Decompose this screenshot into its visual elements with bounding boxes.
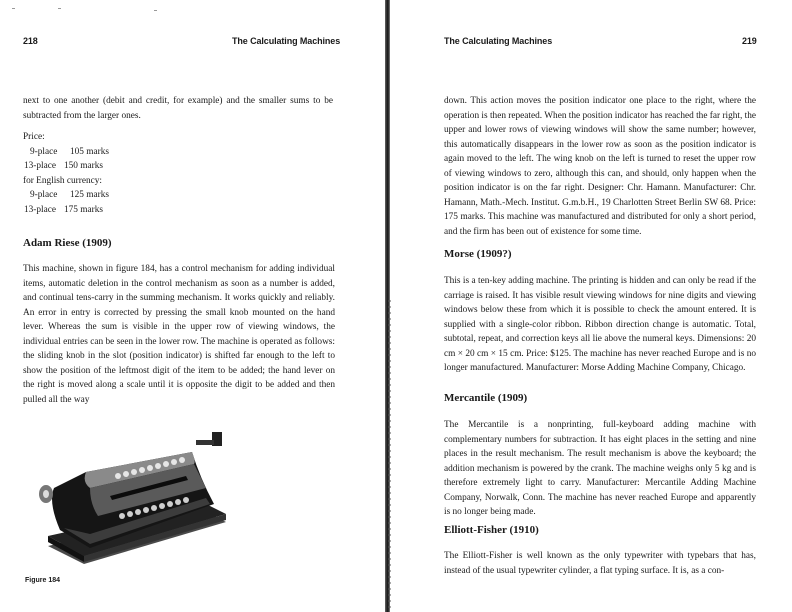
price-row-label: 13-place	[24, 204, 57, 215]
price-row-label: 9-place	[30, 146, 58, 157]
left-page	[0, 0, 388, 612]
price-row-label: 13-place	[24, 161, 57, 171]
left-intro-paragraph: next to one another (debit and credit, for example) and the smaller sums to be subtracted from the larger ones.	[23, 96, 333, 121]
figure-184-adding-machine	[26, 418, 236, 568]
section-title-morse: Morse (1909?)	[444, 248, 512, 260]
right-page-number: 219	[742, 36, 757, 46]
adam-riese-paragraph: This machine, shown in figure 184, has a control mechanism for adding individual items, automatic deletion in the control mechanism as soon as a number is added, and continual tens-carry in the summing mechanism. It works quickly and reliably. An error in entry is corrected by pressing the small knob mounted on the hand lever. Whereas the sum is visible in the upper row of viewing windows, the individual entries can be seen in the lower row. The machine is operated as follows: the sliding knob in the slot (position indicator) is shifted far enough to the left to show the position of the leftmost digit of the item to be added; the hand lever on the right is moved along a scale until it is opposite the digit to be added and then pulled all the way	[23, 264, 335, 405]
right-running-head: The Calculating Machines	[444, 36, 553, 46]
section-title-mercantile: Mercantile (1909)	[444, 392, 528, 404]
figure-caption: Figure 184	[25, 577, 61, 584]
price-row-label: 9-place	[30, 190, 58, 200]
price-row	[24, 203, 109, 218]
left-running-head: The Calculating Machines	[232, 36, 341, 46]
english-currency-label: for English currency:	[23, 175, 102, 186]
price-row-value: 125 marks	[70, 190, 109, 200]
price-row	[24, 159, 109, 174]
section-title-adam-riese: Adam Riese (1909)	[23, 237, 112, 249]
left-page-number: 218	[23, 36, 38, 46]
price-label: Price:	[23, 132, 45, 142]
mercantile-paragraph: The Mercantile is a nonprinting, full-keyboard adding machine with complementary numbers for subtraction. It has eight places in the setting and nine places in the result mechanism. The result mechanism is above the keyboard; the addition mechanism is powered by the crank. The machine weighs only 5 kg and is therefore extremely light to carry. Manufacturer: Mercantile Adding Machine Company, Norwalk, Conn. The machine has never reached Europe and apparently is no longer being made.	[444, 420, 756, 517]
price-row-value: 150 marks	[64, 161, 103, 171]
elliott-fisher-paragraph: The Elliott-Fisher is well known as the only typewriter with typebars that has, instead of the usual typewriter cylinder, a flat typing surface. It is, as a con-	[444, 551, 756, 576]
morse-paragraph: This is a ten-key adding machine. The printing is hidden and can only be read if the carriage is raised. It has visible result viewing windows for nine digits and viewing windows below these from which it is possible to check the amount entered. It is supplied with a single-color ribbon. Ribbon direction change is automatic. Total, subtotal, repeat, and correction keys all lie above the numeral keys. Dimensions: 20 cm × 20 cm × 15 cm. Price: $125. The machine has never reached Europe and is no longer manufactured. Manufacturer: Morse Adding Machine Company, Chicago.	[444, 276, 756, 373]
price-row	[24, 188, 109, 203]
section-title-elliott-fisher: Elliott-Fisher (1910)	[444, 524, 539, 536]
adding-machine-illustration	[26, 418, 236, 568]
gutter-speckle	[388, 300, 391, 610]
price-list	[24, 130, 109, 217]
price-row	[24, 145, 109, 160]
right-page	[398, 0, 792, 612]
price-row-value: 105 marks	[70, 146, 109, 157]
continued-paragraph: down. This action moves the position indicator one place to the right, where the operation is then repeated. When the position indicator has reached the far right, the upper and lower rows of viewing windows will show the same number; however, this automatically disappears in the lower row as soon as the position indicator is again moved to the left. The wing knob on the left is turned to reset the upper row of viewing windows to zero, although this can, and should, only happen when the position indicator is on the far right. Designer: Chr. Hamann. Manufacturer: Chr. Hamann, Math.-Mech. Institut. G.m.b.H., 19 Charlotten Street Berlin SW 68. Price: 175 marks. This machine was manufactured and distributed for only a short period, and the firm has been out of existence for some time.	[444, 96, 756, 237]
price-row-value: 175 marks	[64, 204, 103, 215]
